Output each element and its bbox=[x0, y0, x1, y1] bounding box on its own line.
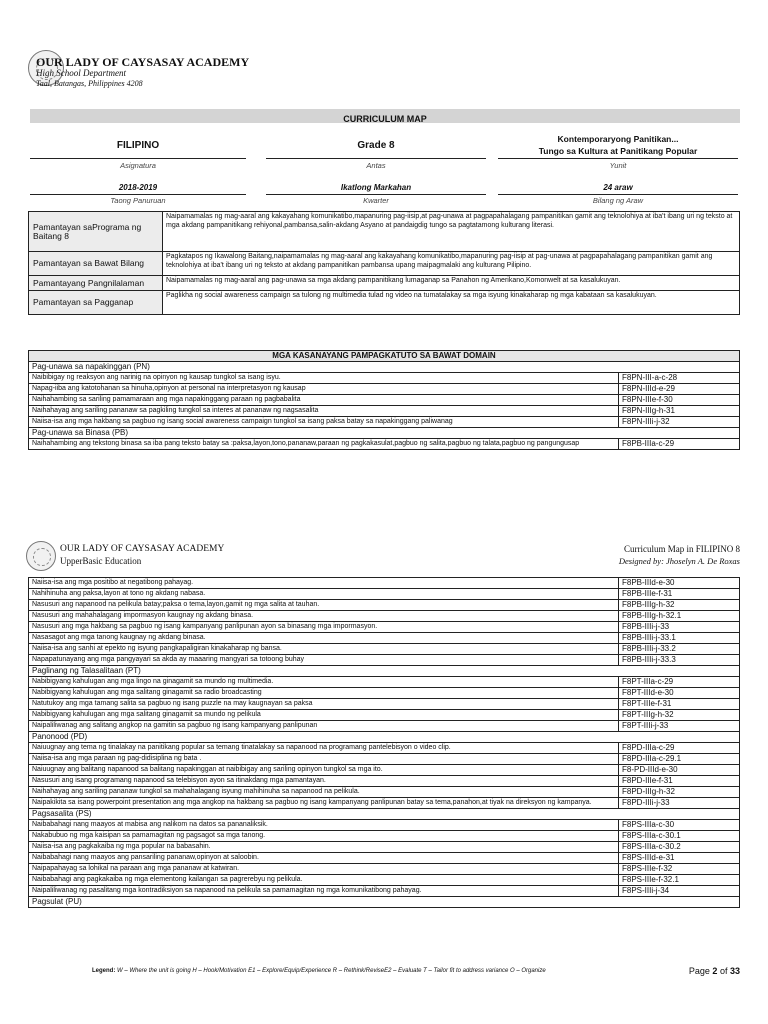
subject-value: FILIPINO bbox=[116, 140, 160, 151]
domain-title: Paglinang ng Talasalitaan (PT) bbox=[29, 666, 740, 677]
competency-code: F8PD-IIIg-h-32 bbox=[619, 787, 740, 798]
school-name-2: OUR LADY OF CAYSASAY ACADEMY bbox=[60, 544, 225, 554]
competency-code: F8PN-III-a-c-28 bbox=[619, 373, 740, 384]
competency-row bbox=[29, 578, 740, 589]
competency-code: F8PB-IIIi-j-33.3 bbox=[619, 655, 740, 666]
year-value: 2018-2019 bbox=[118, 183, 158, 192]
competency-text: Naiisa-isa ang sanhi at epekto ng isyung pangkapaligiran kinakaharap ng bansa. bbox=[29, 644, 619, 655]
standard-text: Naipamamalas ng mag-aaral ang kakayahang komunikatibo,mapanuring pag-iisip,at pag-unawa at pagpapahalagang pampanitikan gamit ang teknolohiya at iba't ibang uri ng teksto at mga akdang pampanitikang rehiyonal,pambansa,salin-akdang Asyano at pandaigdig tungo sa pagtatamong kulturang literasi. bbox=[163, 212, 740, 252]
legend-text: W – Where the unit is going H – Hook/Motivation E1 – Explore/Equip/Experience R – Rethink/ReviseE2 – Evaluate T – Tailor fit to address variance O – Organize bbox=[117, 968, 546, 974]
competency-code: F8PB-IIIi-j-33.1 bbox=[619, 633, 740, 644]
unit-caption: Yunit bbox=[609, 161, 627, 170]
competency-row bbox=[29, 395, 740, 406]
curriculum-map-title: Curriculum Map in FILIPINO 8 bbox=[624, 544, 740, 554]
competency-row bbox=[29, 754, 740, 765]
competency-row bbox=[29, 600, 740, 611]
competency-row bbox=[29, 787, 740, 798]
unit-line-2: Tungo sa Kultura at Panitikang Popular bbox=[538, 146, 698, 156]
division: UpperBasic Education bbox=[60, 556, 142, 566]
unit-line-1: Kontemporaryong Panitikan... bbox=[557, 134, 679, 144]
domain-row bbox=[29, 428, 740, 439]
competency-row bbox=[29, 743, 740, 754]
competency-text: Naipapahayag sa lohikal na paraan ang mga pananaw at katwiran. bbox=[29, 864, 619, 875]
competency-text: Naihahayag ang sariling pananaw tungkol sa mahahalagang isyung mahihinuha sa napanood na pelikula. bbox=[29, 787, 619, 798]
competency-code: F8PT-IIIg-h-32 bbox=[619, 710, 740, 721]
subject-caption: Asignatura bbox=[120, 161, 156, 170]
competency-text: Naipakikita sa isang powerpoint presentation ang mga angkop na hakbang sa pagbuo ng isang kampanyang panlipunan batay sa tema,panahon,at tiyak na direksyon ng kampanya. bbox=[29, 798, 619, 809]
competency-row bbox=[29, 611, 740, 622]
competency-row bbox=[29, 644, 740, 655]
address: Taal, Batangas, Philippines 4208 bbox=[36, 79, 143, 88]
school-seal-logo-2 bbox=[26, 541, 56, 571]
competency-code: F8PB-IIIg-h-32.1 bbox=[619, 611, 740, 622]
standard-text: Paglikha ng social awareness campaign sa tulong ng multimedia tulad ng video na tumatalakay sa mga isyung kinakaharap ng mga kabataan sa kasalukuyan. bbox=[163, 291, 740, 315]
domain-title: Pagsasalita (PS) bbox=[29, 809, 740, 820]
grade-value: Grade 8 bbox=[357, 140, 395, 151]
legend-label: Legend: bbox=[92, 968, 116, 974]
competency-row bbox=[29, 886, 740, 897]
competency-text: Naiisa-isa ang mga paraan ng pag-didisiplina ng bata . bbox=[29, 754, 619, 765]
competencies-table-page2 bbox=[28, 577, 740, 908]
page-current: 2 bbox=[712, 966, 718, 976]
competency-text: Naiisa-isa ang mga positibo at negatibong pahayag. bbox=[29, 578, 619, 589]
competency-text: Naiuugnay ang balitang napanood sa balitang napakinggan at naibibigay ang sariling opinyon tungkol sa mga ito. bbox=[29, 765, 619, 776]
competency-code: F8PS-IIIa-c-30.2 bbox=[619, 842, 740, 853]
designer: Designed by: Jhoselyn A. De Roxas bbox=[618, 556, 740, 566]
competency-text: Naibabahagi ang pagkakaiba ng mga elementong kailangan sa pagrerebyu ng pelikula. bbox=[29, 875, 619, 886]
competencies-title: MGA KASANAYANG PAMPAGKATUTO SA BAWAT DOMAIN bbox=[29, 351, 740, 362]
competency-row bbox=[29, 853, 740, 864]
competency-code: F8PB-IIIe-f-31 bbox=[619, 589, 740, 600]
competency-code: F8PS-IIIe-f-32 bbox=[619, 864, 740, 875]
competency-row bbox=[29, 417, 740, 428]
page-prefix: Page bbox=[688, 966, 710, 976]
competency-code: F8PD-IIIi-j-33 bbox=[619, 798, 740, 809]
domain-row bbox=[29, 362, 740, 373]
competency-text: Nabibigyang kahulugan ang mga salitang ginagamit sa radio broadcasting bbox=[29, 688, 619, 699]
competency-text: Nabibigyang kahulugan ang mga lingo na ginagamit sa mundo ng multimedia. bbox=[29, 677, 619, 688]
domain-title: Pagsulat (PU) bbox=[29, 897, 740, 908]
quarter-caption: Kwarter bbox=[363, 196, 389, 205]
competency-row bbox=[29, 875, 740, 886]
competency-code: F8PD-IIIa-c-29.1 bbox=[619, 754, 740, 765]
competency-code: F8PS-IIId-e-31 bbox=[619, 853, 740, 864]
competency-text: Naihahambing sa sariling pamamaraan ang mga napakinggang paraan ng pagbabalita bbox=[29, 395, 619, 406]
competencies-table-page1 bbox=[28, 350, 740, 450]
competency-code: F8-PD-IIId-e-30 bbox=[619, 765, 740, 776]
competency-code: F8PS-IIIa-c-30 bbox=[619, 820, 740, 831]
competency-text: Nasusuri ang mga hakbang sa pagbuo ng isang kampanyang panlipunan ayon sa binasang mga impormasyon. bbox=[29, 622, 619, 633]
page-number bbox=[660, 966, 740, 976]
competency-row bbox=[29, 831, 740, 842]
competency-row bbox=[29, 776, 740, 787]
competency-code: F8PS-IIIe-f-32.1 bbox=[619, 875, 740, 886]
competency-text: Naiuugnay ang tema ng tinalakay na panitikang popular sa temang tinatalakay sa napanood na programang pantelebisyon o video clip. bbox=[29, 743, 619, 754]
competency-row bbox=[29, 589, 740, 600]
competency-text: Naihahambing ang tekstong binasa sa iba pang teksto batay sa :paksa,layon,tono,pananaw,paraan ng pagkakasulat,pagbuo ng salita,pagbuo ng talata,pagbuo ng pangungusap bbox=[29, 439, 619, 450]
days-caption: Bilang ng Araw bbox=[592, 196, 644, 205]
legend bbox=[92, 968, 546, 974]
standard-label: Pamantayan saPrograma ng Baitang 8 bbox=[29, 212, 163, 252]
year-caption: Taong Panuruan bbox=[110, 196, 166, 205]
competency-row bbox=[29, 655, 740, 666]
competency-text: Nabibigyang kahulugan ang mga salitang ginagamit sa mundo ng pelikula bbox=[29, 710, 619, 721]
competency-text: Natutukoy ang mga tamang salita sa pagbuo ng isang puzzle na may kaugnayan sa paksa bbox=[29, 699, 619, 710]
competency-code: F8PT-IIIe-f-31 bbox=[619, 699, 740, 710]
standards-table bbox=[28, 211, 740, 315]
standard-label: Pamantayan sa Bawat Bilang bbox=[29, 252, 163, 276]
competency-row bbox=[29, 699, 740, 710]
competency-code: F8PD-IIIe-f-31 bbox=[619, 776, 740, 787]
competency-text: Naiisa-isa ang mga hakbang sa pagbuo ng isang social awareness campaign tungkol sa isang paksa batay sa napakinggang paliwanag bbox=[29, 417, 619, 428]
standard-row bbox=[29, 291, 740, 315]
domain-title: Panonood (PD) bbox=[29, 732, 740, 743]
competency-text: Nasusuri ang isang programang napanood sa telebisyon ayon sa itinakdang mga pamantayan. bbox=[29, 776, 619, 787]
competency-text: Naibabahagi nang maayos ang pansariling pananaw,opinyon at saloobin. bbox=[29, 853, 619, 864]
title-bar bbox=[30, 109, 740, 123]
competency-text: Napapatunayang ang mga pangyayari sa akda ay maaaring mangyari sa totoong buhay bbox=[29, 655, 619, 666]
standard-text: Pagkatapos ng Ikawalong Baitang,naipamamalas ng mag-aaral ang kakayahang komunikatibo,mapanuring pag-iisip at pag-unawa at pagpapahalagang pampanitikan gamit ang teknolohiya at iba't ibang uri ng teksto at akdang pampanitikan pambansa upang maipagmalaki ang kulturang Pilipino. bbox=[163, 252, 740, 276]
competency-code: F8PT-IIId-e-30 bbox=[619, 688, 740, 699]
page-of: of bbox=[719, 966, 728, 976]
competency-code: F8PS-IIIa-c-30.1 bbox=[619, 831, 740, 842]
competency-code: F8PB-IIIi-j-33.2 bbox=[619, 644, 740, 655]
quarter-value: Ikatlong Markahan bbox=[340, 183, 412, 192]
grade-caption: Antas bbox=[366, 161, 386, 170]
days-value: 24 araw bbox=[603, 183, 633, 192]
competency-text: Napag-iiba ang katotohanan sa hinuha,opinyon at personal na interpretasyon ng kausap bbox=[29, 384, 619, 395]
competency-code: F8PT-IIIa-c-29 bbox=[619, 677, 740, 688]
competency-row bbox=[29, 384, 740, 395]
standard-label: Pamantayang Pangnilalaman bbox=[29, 276, 163, 291]
competency-text: Naiisa-isa ang pagkakaiba ng mga popular na babasahin. bbox=[29, 842, 619, 853]
competency-code: F8PN-IIIi-j-32 bbox=[619, 417, 740, 428]
competency-text: Naipaliliwanag ang salitang angkop na gamitin sa pagbuo ng isang kampanyang panlipunan bbox=[29, 721, 619, 732]
competency-text: Nahihinuha ang paksa,layon at tono ng akdang nabasa. bbox=[29, 589, 619, 600]
competency-row bbox=[29, 406, 740, 417]
domain-row bbox=[29, 732, 740, 743]
competency-code: F8PS-IIIi-j-34 bbox=[619, 886, 740, 897]
competency-text: Nasasagot ang mga tanong kaugnay ng akdang binasa. bbox=[29, 633, 619, 644]
competency-code: F8PN-IIIg-h-31 bbox=[619, 406, 740, 417]
competency-text: Naipaliliwanag ng pasalitang mga kontradiksiyon sa napanood na pelikula sa pamamagitan ng mga komunikatibong pahayag. bbox=[29, 886, 619, 897]
competency-row bbox=[29, 710, 740, 721]
competency-row bbox=[29, 633, 740, 644]
standard-row bbox=[29, 252, 740, 276]
standard-text: Naipamamalas ng mag-aaral ang pag-unawa sa mga akdang pampanitikang lumaganap sa Panahon ng Amerikano,Komonwelt at sa kasalukuyan. bbox=[163, 276, 740, 291]
competency-text: Nasusuri ang mahahalagang impormasyon kaugnay ng akdang binasa. bbox=[29, 611, 619, 622]
competency-code: F8PB-IIIa-c-29 bbox=[619, 439, 740, 450]
competency-code: F8PB-IIIg-h-32 bbox=[619, 600, 740, 611]
competency-code: F8PT-IIIi-j-33 bbox=[619, 721, 740, 732]
competency-row bbox=[29, 820, 740, 831]
competency-row bbox=[29, 373, 740, 384]
title-bar-text: CURRICULUM MAP bbox=[343, 114, 427, 124]
competency-code: F8PN-IIId-e-29 bbox=[619, 384, 740, 395]
domain-row bbox=[29, 897, 740, 908]
competency-row bbox=[29, 842, 740, 853]
competency-row bbox=[29, 798, 740, 809]
competency-row bbox=[29, 622, 740, 633]
competency-text: Naibibigay ng reaksyon ang narinig na opinyon ng kausap tungkol sa isang isyu. bbox=[29, 373, 619, 384]
competency-text: Nakabubuo ng mga kaisipan sa pamamagitan ng pagsagot sa mga tanong. bbox=[29, 831, 619, 842]
domain-row bbox=[29, 666, 740, 677]
competency-text: Naibabahagi nang maayos at mabisa ang nalikom na datos sa pananaliksik. bbox=[29, 820, 619, 831]
competency-row bbox=[29, 677, 740, 688]
domain-title: Pag-unawa sa Binasa (PB) bbox=[29, 428, 740, 439]
competency-text: Nasusuri ang napanood na pelikula batay;paksa o tema,layon,gamit ng mga salita at tauhan. bbox=[29, 600, 619, 611]
competency-code: F8PB-IIIi-j-33 bbox=[619, 622, 740, 633]
standard-row bbox=[29, 276, 740, 291]
standard-label: Pamantayan sa Pagganap bbox=[29, 291, 163, 315]
department: High School Department bbox=[36, 68, 126, 78]
domain-title: Pag-unawa sa napakinggan (PN) bbox=[29, 362, 740, 373]
competency-row bbox=[29, 688, 740, 699]
competency-row bbox=[29, 765, 740, 776]
competency-code: F8PB-IIId-e-30 bbox=[619, 578, 740, 589]
page-total: 33 bbox=[729, 966, 740, 976]
competency-code: F8PN-IIIe-f-30 bbox=[619, 395, 740, 406]
competency-row bbox=[29, 721, 740, 732]
competency-row bbox=[29, 439, 740, 450]
standard-row bbox=[29, 212, 740, 252]
competency-row bbox=[29, 864, 740, 875]
competency-code: F8PD-IIIa-c-29 bbox=[619, 743, 740, 754]
domain-row bbox=[29, 809, 740, 820]
school-name: OUR LADY OF CAYSASAY ACADEMY bbox=[36, 55, 250, 69]
competency-text: Naihahayag ang sariling pananaw sa pagkiling tungkol sa interes at pananaw ng nagsasalita bbox=[29, 406, 619, 417]
